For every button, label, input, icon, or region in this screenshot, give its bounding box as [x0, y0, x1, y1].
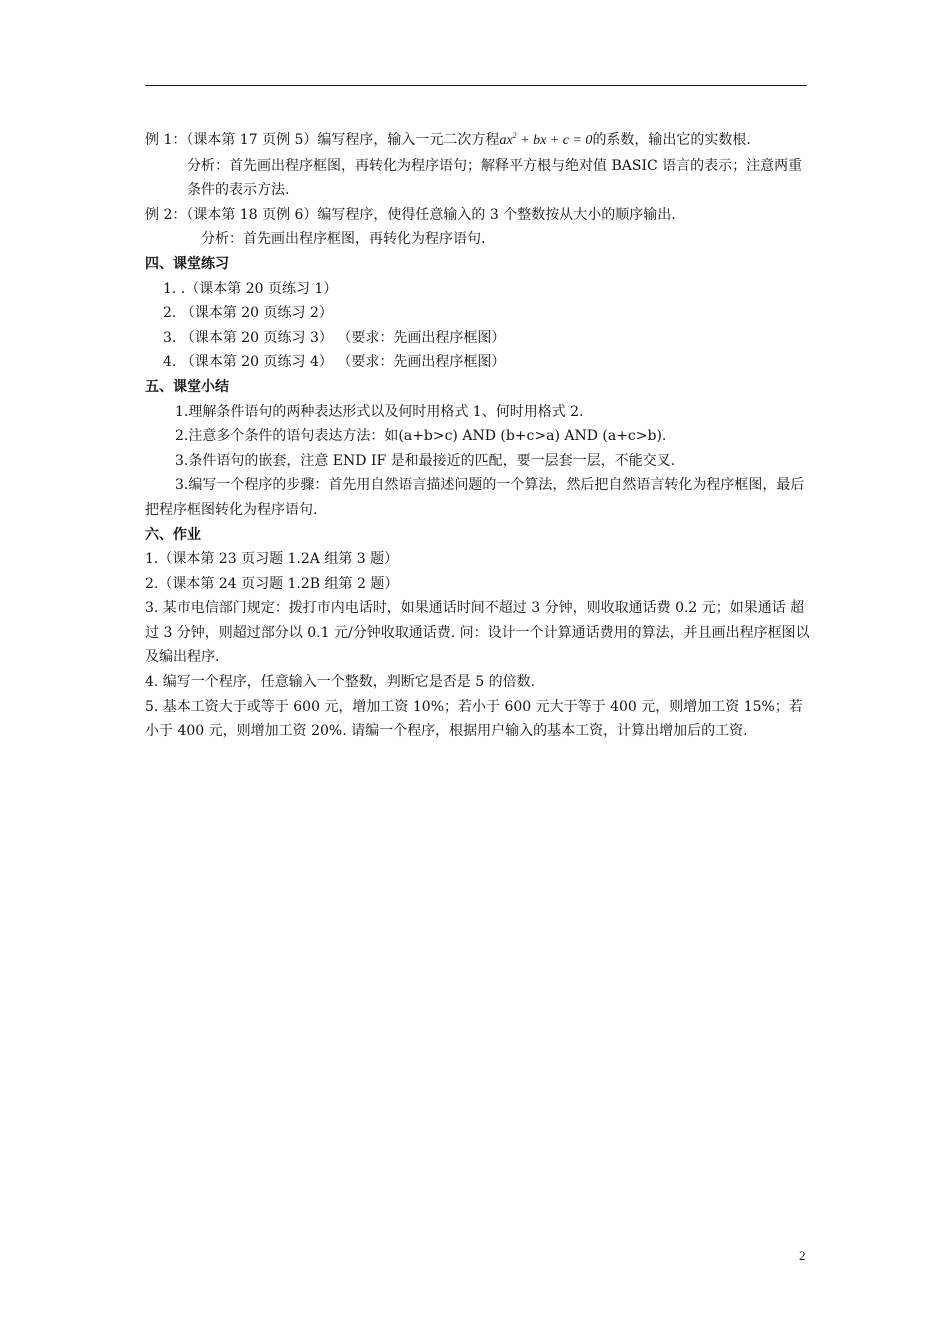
formula-ax: ax [499, 133, 513, 148]
example-2: 例 2：（课本第 18 页例 6）编写程序，使得任意输入的 3 个整数按从大小的顺序输出. [145, 206, 676, 223]
homework-item-5: 5. 基本工资大于或等于 600 元，增加工资 10%；若小于 600 元大于等于 400 元，则增加工资 15%；若小于 400 元，则增加工资 20%. 请编一个程序，根据用户输入的基本工资，计算出增加后的工资. [145, 698, 803, 740]
section-4-title: 四、课堂练习 [145, 255, 229, 272]
exercise-item-4: 4. （课本第 20 页练习 4） （要求：先画出程序框图） [163, 354, 506, 371]
header-rule [145, 85, 807, 86]
example-1-text-after: 的系数，输出它的实数根. [592, 132, 751, 148]
example-1-analysis: 分析：首先画出程序框图，再转化为程序语句；解释平方根与绝对值 BASIC 语言的表示；注意两重条件的表示方法. [187, 157, 803, 199]
homework-item-2: 2.（课本第 24 页习题 1.2B 组第 2 题） [145, 575, 399, 592]
exercise-item-1: 1. .（课本第 20 页练习 1） [163, 280, 338, 297]
summary-item-1: 1.理解条件语句的两种表达形式以及何时用格式 1、何时用格式 2. [175, 403, 584, 420]
summary-item-4: 3.编写一个程序的步骤：首先用自然语言描述问题的一个算法，然后把自然语言转化为程序框图，最后把程序框图转化为程序语句. [145, 477, 805, 518]
homework-item-1: 1.（课本第 23 页习题 1.2A 组第 3 题） [145, 551, 399, 568]
example-1-text: 例 1：（课本第 17 页例 5）编写程序，输入一元二次方程 [145, 132, 500, 148]
page-number: 2 [799, 1248, 806, 1263]
section-5-title: 五、课堂小结 [145, 378, 229, 395]
section-6-title: 六、作业 [145, 526, 201, 543]
formula-exponent: 2 [512, 131, 517, 140]
summary-item-3: 3.条件语句的嵌套，注意 END IF 是和最接近的匹配，要一层套一层，不能交叉. [175, 452, 676, 469]
summary-item-2: 2.注意多个条件的语句表达方法：如(a+b>c) AND (b+c>a) AND (a+c>b). [175, 428, 667, 445]
homework-item-3: 3. 某市电信部门规定：拨打市内电话时，如果通话时间不超过 3 分钟，则收取通话费 0.2 元；如果通话 超过 3 分钟，则超过部分以 0.1 元/分钟收取通话费. 问：设计一个计算通话费用的算法，并且画出程序框图以及编出程序. [145, 600, 810, 666]
quadratic-formula [499, 133, 592, 148]
exercise-item-2: 2. （课本第 20 页练习 2） [163, 305, 333, 322]
example-1 [145, 124, 810, 154]
exercise-item-3: 3. （课本第 20 页练习 3） （要求：先画出程序框图） [163, 329, 506, 346]
formula-rest: + bx + c = 0 [516, 133, 593, 148]
example-2-analysis: 分析：首先画出程序框图，再转化为程序语句. [201, 231, 486, 248]
homework-item-4: 4. 编写一个程序，任意输入一个整数，判断它是否是 5 的倍数. [145, 674, 536, 691]
page-body [145, 124, 810, 744]
